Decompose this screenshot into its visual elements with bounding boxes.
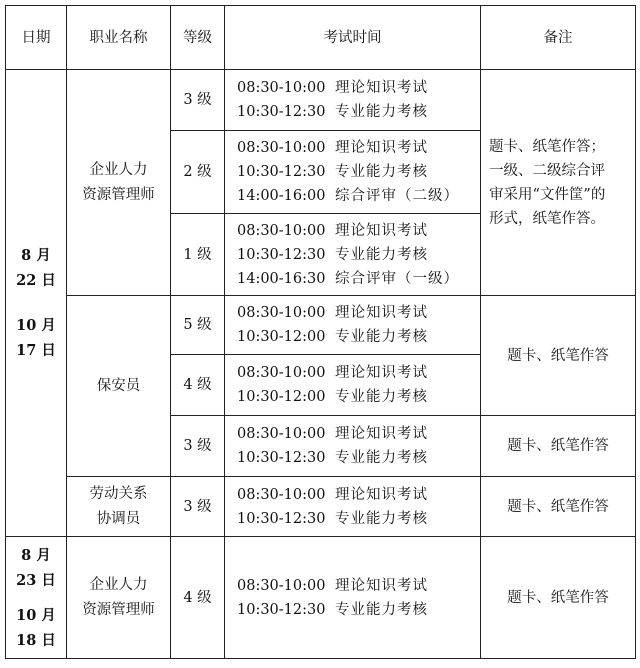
- date-cell-1: [6, 70, 67, 537]
- session-time: 08:30-10:00: [237, 305, 326, 321]
- header-level: 等级: [171, 6, 225, 70]
- date-month-num: 10: [16, 317, 37, 334]
- header-time: 考试时间: [225, 6, 481, 70]
- job-name-line: 企业人力: [89, 576, 148, 593]
- session-desc: 综合评审（二级）: [335, 188, 459, 204]
- job-name-line: 资源管理师: [82, 186, 155, 203]
- session-desc: 理论知识考试: [335, 365, 428, 381]
- date-day-char: 日: [41, 571, 56, 589]
- session-line: [237, 243, 480, 267]
- level-cell: 4 级: [171, 537, 225, 659]
- job-cell-hr-2: [67, 537, 171, 659]
- session-desc: 理论知识考试: [335, 426, 428, 442]
- session-time: 10:30-12:30: [237, 104, 326, 120]
- session-time: 08:30-10:00: [237, 426, 326, 442]
- session-time: 10:30-12:30: [237, 510, 326, 527]
- session-line: [237, 574, 480, 598]
- job-name-line: 企业人力: [89, 161, 148, 178]
- session-line: [237, 136, 480, 160]
- time-cell: [225, 355, 481, 416]
- session-line: [237, 361, 480, 385]
- job-name-line: 资源管理师: [82, 601, 155, 618]
- session-desc: 理论知识考试: [335, 222, 428, 239]
- time-cell: [225, 70, 481, 131]
- remark-cell-hr-1: [481, 70, 636, 296]
- time-cell: [225, 537, 481, 659]
- session-desc: 专业能力考核: [335, 450, 428, 466]
- time-cell: [225, 296, 481, 355]
- table-row: [6, 537, 636, 659]
- session-desc: 综合评审（一级）: [335, 270, 459, 287]
- session-desc: 专业能力考核: [335, 329, 428, 345]
- header-row: [6, 6, 636, 70]
- date-month-char: 月: [41, 606, 56, 624]
- session-line: [237, 507, 480, 531]
- date-month-char: 月: [41, 317, 56, 334]
- remark-line: 审采用“文件筐”的: [489, 186, 606, 203]
- session-desc: 专业能力考核: [335, 164, 428, 180]
- session-line: [237, 483, 480, 507]
- time-cell: [225, 477, 481, 537]
- date-cell-2: [6, 537, 67, 659]
- session-time: 08:30-10:00: [237, 222, 326, 239]
- level-cell: 2 级: [171, 131, 225, 214]
- date-day-num: 23: [16, 571, 37, 589]
- table-row: [6, 477, 636, 537]
- date-month-num: 8: [21, 546, 32, 564]
- session-line: [237, 325, 480, 349]
- job-name-line: 协调员: [96, 510, 141, 527]
- session-time: 10:30-12:00: [237, 389, 326, 405]
- session-line: [237, 219, 480, 243]
- session-line: [237, 184, 480, 208]
- date-month-num: 8: [21, 247, 32, 264]
- session-line: [237, 100, 480, 124]
- remark-line: 题卡、纸笔作答；: [489, 138, 605, 155]
- job-cell-labor: [67, 477, 171, 537]
- date-month-num: 10: [16, 606, 37, 624]
- session-time: 08:30-10:00: [237, 80, 326, 96]
- session-desc: 理论知识考试: [335, 577, 428, 594]
- remark-line: 形式，纸笔作答。: [489, 210, 605, 227]
- date-day-num: 17: [16, 342, 37, 359]
- session-line: [237, 385, 480, 409]
- date-day-num: 22: [16, 272, 37, 289]
- session-desc: 理论知识考试: [335, 140, 428, 156]
- session-desc: 专业能力考核: [335, 389, 428, 405]
- session-desc: 理论知识考试: [335, 486, 428, 503]
- remark-line: 一级、二级综合评: [489, 162, 605, 179]
- session-desc: 专业能力考核: [335, 601, 428, 618]
- session-time: 08:30-10:00: [237, 486, 326, 503]
- session-time: 14:00-16:00: [237, 188, 326, 204]
- session-time: 10:30-12:30: [237, 164, 326, 180]
- session-line: [237, 422, 480, 446]
- session-time: 08:30-10:00: [237, 577, 326, 594]
- job-cell-hr-1: [67, 70, 171, 296]
- date-month-char: 月: [36, 546, 51, 564]
- level-cell: 3 级: [171, 477, 225, 537]
- level-cell: 4 级: [171, 355, 225, 416]
- remark-cell-labor: 题卡、纸笔作答: [481, 477, 636, 537]
- date-day-num: 18: [16, 631, 37, 649]
- session-desc: 理论知识考试: [335, 305, 428, 321]
- table-row: [6, 70, 636, 131]
- session-line: [237, 160, 480, 184]
- session-desc: 专业能力考核: [335, 510, 428, 527]
- time-cell: [225, 214, 481, 296]
- session-line: [237, 301, 480, 325]
- time-cell: [225, 416, 481, 477]
- session-time: 10:30-12:30: [237, 450, 326, 466]
- session-time: 14:00-16:30: [237, 270, 326, 287]
- date-day-char: 日: [41, 631, 56, 649]
- session-time: 10:30-12:30: [237, 246, 326, 263]
- date-day-char: 日: [41, 342, 56, 359]
- header-remark: 备注: [481, 6, 636, 70]
- header-job: 职业名称: [67, 6, 171, 70]
- session-line: [237, 76, 480, 100]
- session-time: 08:30-10:00: [237, 140, 326, 156]
- session-time: 10:30-12:00: [237, 329, 326, 345]
- level-cell: 3 级: [171, 70, 225, 131]
- session-line: [237, 267, 480, 291]
- job-cell-security: 保安员: [67, 296, 171, 477]
- table-row: [6, 296, 636, 355]
- session-desc: 专业能力考核: [335, 246, 428, 263]
- session-desc: 理论知识考试: [335, 80, 428, 96]
- remark-cell-security-2: 题卡、纸笔作答: [481, 416, 636, 477]
- date-day-char: 日: [41, 272, 56, 289]
- level-cell: 1 级: [171, 214, 225, 296]
- level-cell: 3 级: [171, 416, 225, 477]
- level-cell: 5 级: [171, 296, 225, 355]
- session-time: 10:30-12:30: [237, 601, 326, 618]
- job-name-line: 劳动关系: [89, 485, 148, 502]
- session-desc: 专业能力考核: [335, 104, 428, 120]
- date-month-char: 月: [36, 247, 51, 264]
- session-time: 08:30-10:00: [237, 365, 326, 381]
- header-date: 日期: [6, 6, 67, 70]
- session-line: [237, 446, 480, 470]
- remark-cell-security-1: 题卡、纸笔作答: [481, 296, 636, 416]
- session-line: [237, 598, 480, 622]
- remark-cell-hr-2: 题卡、纸笔作答: [481, 537, 636, 659]
- time-cell: [225, 131, 481, 214]
- exam-schedule-table: [5, 5, 636, 659]
